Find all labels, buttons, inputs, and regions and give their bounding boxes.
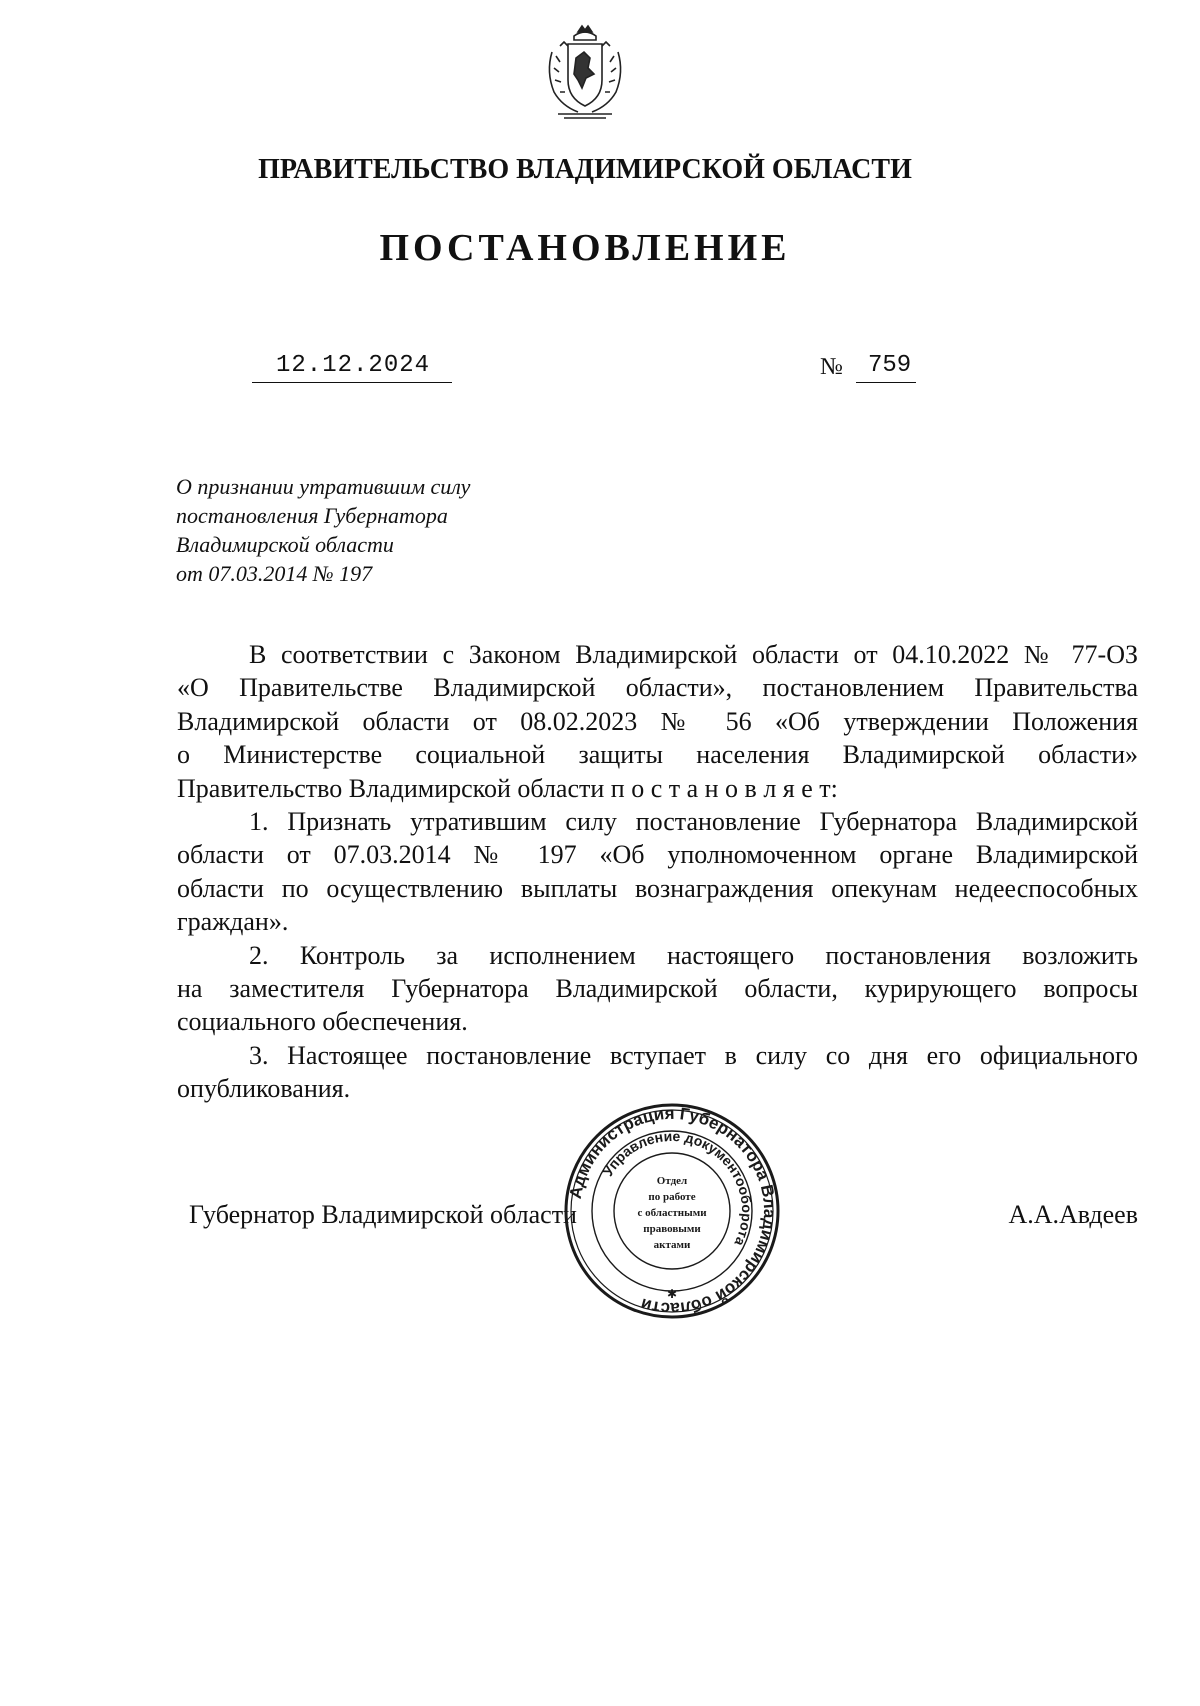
body-line: области по осуществлению выплаты вознаграждения опекунам недееспособных <box>177 873 1138 903</box>
stamp-center-line: Отдел <box>656 1175 688 1187</box>
document-date: 12.12.2024 <box>276 352 431 379</box>
subject-line: от 07.03.2014 № 197 <box>176 561 373 586</box>
official-stamp <box>563 1102 781 1320</box>
subject-line: Владимирской области <box>176 532 394 557</box>
body-line: на заместителя Губернатора Владимирской области, курирующего вопросы <box>177 974 1138 1004</box>
body-line: 1. Признать утратившим силу постановление Губернатора Владимирской <box>249 807 1138 837</box>
body-line: области от 07.03.2014 № 197 «Об уполномоченном органе Владимирской <box>177 840 1138 870</box>
body-line: граждан». <box>177 907 289 937</box>
stamp-center-line: по работе <box>648 1191 696 1203</box>
number-sign: № <box>820 354 843 380</box>
signatory-title: Губернатор Владимирской области <box>189 1200 577 1229</box>
subject-line: постановления Губернатора <box>176 503 448 528</box>
document-number-underline <box>856 352 916 383</box>
stamp-outer-text: Администрация Губернатора Владимирской области <box>565 1103 780 1319</box>
body-line: 2. Контроль за исполнением настоящего постановления возложить <box>249 940 1138 970</box>
stamp-center-line: правовыми <box>643 1223 701 1235</box>
body-line: «О Правительстве Владимирской области», постановлением Правительства <box>177 673 1138 703</box>
document-number: 759 <box>868 352 912 379</box>
document-subject <box>176 472 556 588</box>
body-line: социального обеспечения. <box>177 1007 468 1037</box>
stamp-center-line: с областными <box>637 1207 707 1219</box>
stamp-inner-text: Управление документооборота <box>599 1127 756 1249</box>
document-type-heading: ПОСТАНОВЛЕНИЕ <box>379 227 791 269</box>
body-line: Правительство Владимирской области п о с т а н о в л я е т: <box>177 773 838 803</box>
stamp-center-line: актами <box>653 1239 691 1251</box>
body-line: Владимирской области от 08.02.2023 № 56 «Об утверждении Положения <box>177 706 1138 736</box>
body-line: В соответствии с Законом Владимирской области от 04.10.2022 № 77-ОЗ <box>249 640 1138 669</box>
organization-title: ПРАВИТЕЛЬСТВО ВЛАДИМИРСКОЙ ОБЛАСТИ <box>258 154 912 185</box>
signatory-name: А.А.Авдеев <box>1008 1200 1138 1229</box>
document-date-field <box>252 352 452 383</box>
coat-of-arms-emblem <box>538 22 632 122</box>
body-line: опубликования. <box>177 1074 351 1104</box>
stamp-star-icon: ✱ <box>666 1287 678 1301</box>
subject-line: О признании утратившим силу <box>176 474 471 499</box>
document-body <box>177 638 1138 1106</box>
body-line: о Министерстве социальной защиты населения Владимирской области» <box>177 740 1138 770</box>
body-line: 3. Настоящее постановление вступает в силу со дня его официального <box>249 1040 1138 1070</box>
